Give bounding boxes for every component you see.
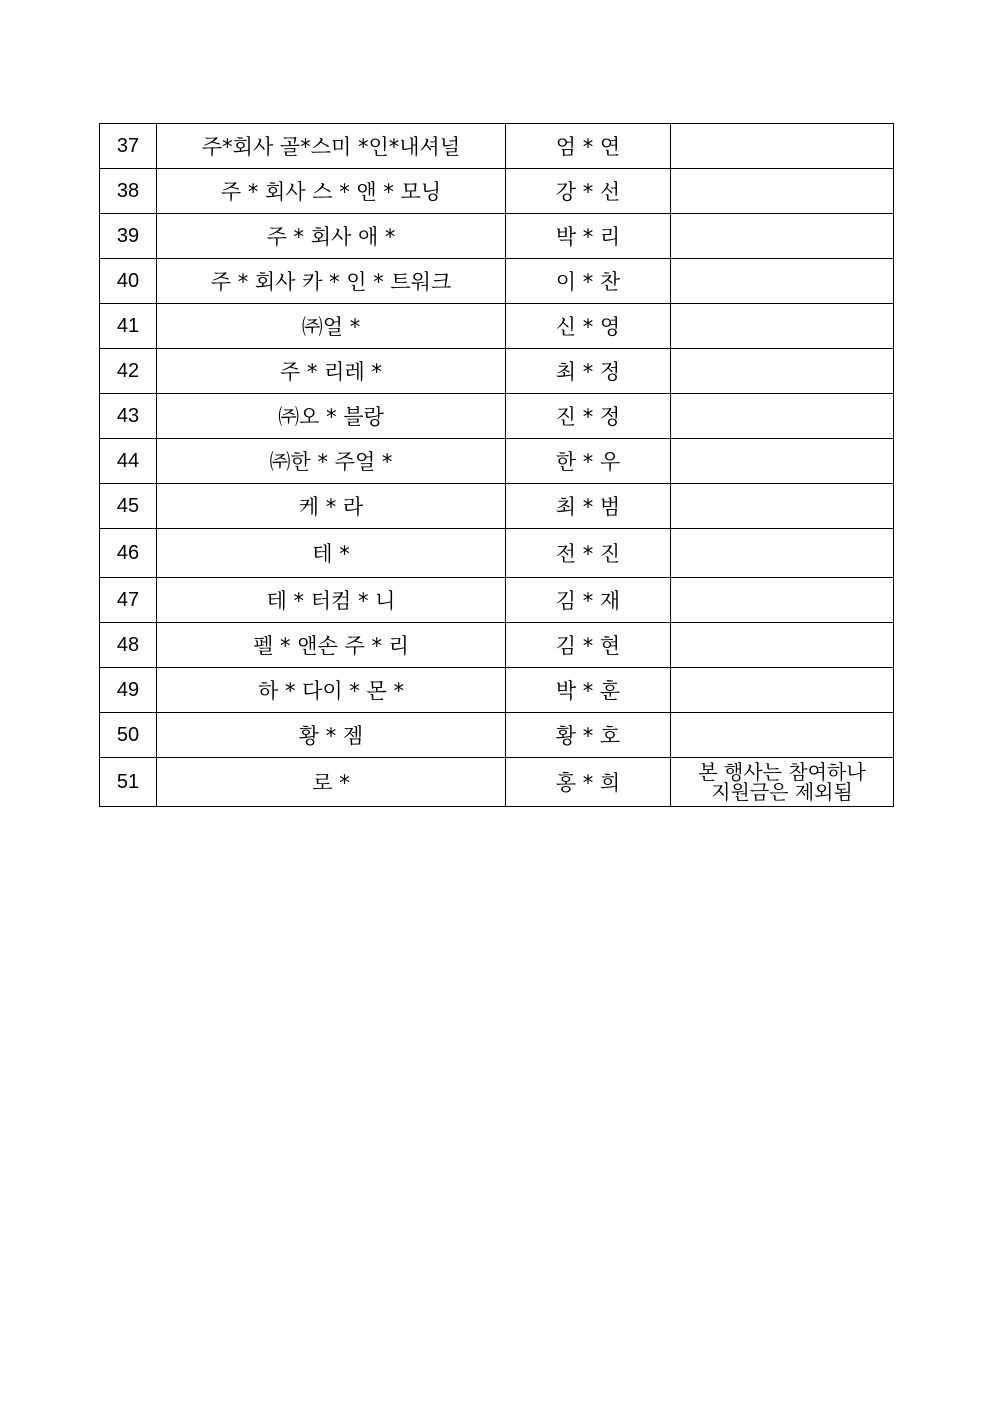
note-cell	[671, 259, 894, 304]
company-name: 테 *	[157, 529, 506, 578]
row-number: 40	[100, 259, 157, 304]
company-name: ㈜한 * 주얼 *	[157, 439, 506, 484]
note-cell	[671, 304, 894, 349]
person-name: 박 * 리	[506, 214, 671, 259]
row-number: 39	[100, 214, 157, 259]
company-name: ㈜오 * 블랑	[157, 394, 506, 439]
table-row	[100, 124, 894, 169]
note-cell	[671, 169, 894, 214]
person-name: 신 * 영	[506, 304, 671, 349]
table-row	[100, 623, 894, 668]
note-cell	[671, 529, 894, 578]
row-number: 49	[100, 668, 157, 713]
row-number: 45	[100, 484, 157, 529]
person-name: 홍 * 희	[506, 758, 671, 807]
company-name: 하 * 다이 * 몬 *	[157, 668, 506, 713]
note-cell	[671, 578, 894, 623]
note-line: 본 행사는 참여하나	[698, 760, 866, 784]
person-name: 한 * 우	[506, 439, 671, 484]
table-row	[100, 529, 894, 578]
person-name: 이 * 찬	[506, 259, 671, 304]
company-name: 주 * 리레 *	[157, 349, 506, 394]
table-row	[100, 214, 894, 259]
note-cell	[671, 124, 894, 169]
row-number: 48	[100, 623, 157, 668]
company-name: 테 * 터컴 * 니	[157, 578, 506, 623]
company-name: 주 * 회사 애 *	[157, 214, 506, 259]
note-cell	[671, 349, 894, 394]
table-row	[100, 259, 894, 304]
company-name: 황 * 젬	[157, 713, 506, 758]
person-name: 김 * 재	[506, 578, 671, 623]
table-row	[100, 668, 894, 713]
person-name: 김 * 현	[506, 623, 671, 668]
row-number: 51	[100, 758, 157, 807]
row-number: 38	[100, 169, 157, 214]
table-row	[100, 349, 894, 394]
person-name: 강 * 선	[506, 169, 671, 214]
company-name: ㈜얼 *	[157, 304, 506, 349]
table-row	[100, 484, 894, 529]
company-name: 펠 * 앤손 주 * 리	[157, 623, 506, 668]
company-name: 로 *	[157, 758, 506, 807]
note-cell	[671, 623, 894, 668]
row-number: 41	[100, 304, 157, 349]
row-number: 47	[100, 578, 157, 623]
company-name: 주*회사 골*스미 *인*내셔널	[157, 124, 506, 169]
person-name: 최 * 정	[506, 349, 671, 394]
row-number: 46	[100, 529, 157, 578]
company-name: 주 * 회사 카 * 인 * 트워크	[157, 259, 506, 304]
note-cell	[671, 668, 894, 713]
participant-table	[99, 123, 894, 807]
table-row	[100, 394, 894, 439]
row-number: 50	[100, 713, 157, 758]
row-number: 37	[100, 124, 157, 169]
note-line: 지원금은 제외됨	[711, 780, 853, 804]
person-name: 황 * 호	[506, 713, 671, 758]
person-name: 최 * 범	[506, 484, 671, 529]
person-name: 전 * 진	[506, 529, 671, 578]
person-name: 진 * 정	[506, 394, 671, 439]
company-name: 주 * 회사 스 * 앤 * 모닝	[157, 169, 506, 214]
row-number: 42	[100, 349, 157, 394]
table-row	[100, 758, 894, 807]
row-number: 43	[100, 394, 157, 439]
note-cell	[671, 439, 894, 484]
note-cell	[671, 394, 894, 439]
table-row	[100, 578, 894, 623]
person-name: 박 * 훈	[506, 668, 671, 713]
note-cell	[671, 758, 894, 807]
table-row	[100, 304, 894, 349]
note-cell	[671, 214, 894, 259]
company-name: 케 * 라	[157, 484, 506, 529]
row-number: 44	[100, 439, 157, 484]
table-row	[100, 439, 894, 484]
note-cell	[671, 484, 894, 529]
table-row	[100, 169, 894, 214]
person-name: 엄 * 연	[506, 124, 671, 169]
table-row	[100, 713, 894, 758]
note-cell	[671, 713, 894, 758]
